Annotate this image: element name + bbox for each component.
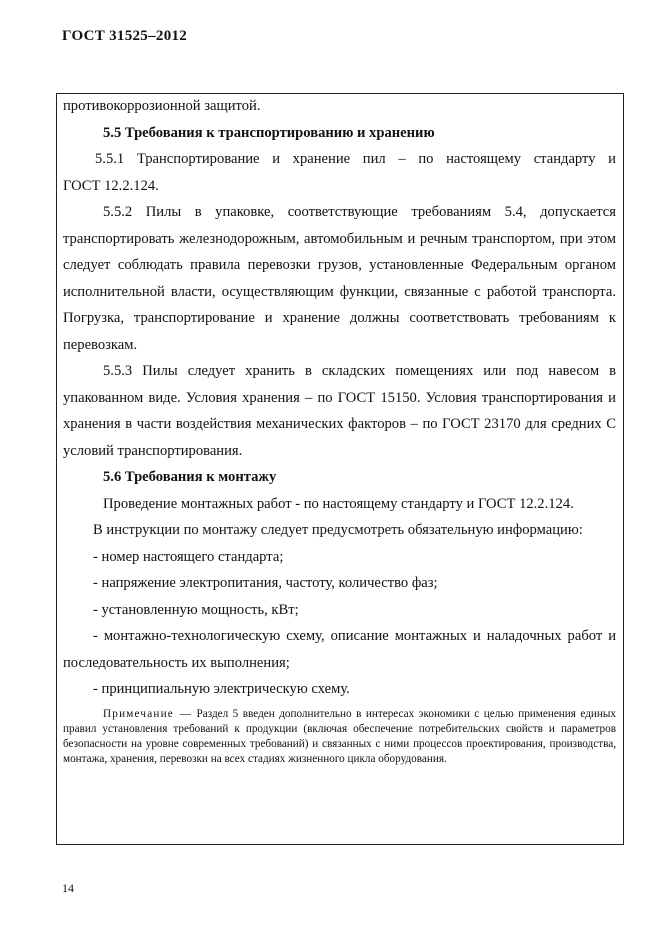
list-item: - установленную мощность, кВт; — [93, 601, 299, 618]
note-text: Раздел 5 введен дополнительно в интересах экономики с целью применения единых правил установления требований к продукции (включая обеспечение потребительских свойств и параметров безопасности на уровне современных требований) и связанных с ними процессов проектирования, производства, монтажа, хранения, перевозки на всех стадиях жизненного цикла оборудования. — [63, 707, 616, 766]
section-heading-5-6: 5.6 Требования к монтажу — [103, 469, 277, 485]
paragraph-continuation: противокоррозионной защитой. — [63, 98, 261, 114]
list-item: - номер настоящего стандарта; — [93, 548, 284, 565]
document-header — [62, 28, 187, 45]
paragraph-5-5-2: 5.5.2 Пилы в упаковке, соответствующие требованиям 5.4, допускается транспортировать железнодорожным, автомобильным и речным транспортом, при этом следует соблюдать правила перевозки грузов, установленные Федеральным органом исполнительной власти, осуществляющим функции, связанные с работой транспорта. Погрузка, транспортирование и хранение должны соответствовать требованиям к перевозкам. — [63, 204, 616, 353]
paragraph-5-5-1-line2: ГОСТ 12.2.124. — [63, 177, 159, 194]
note-label: Примечание — — [103, 707, 193, 720]
paragraph-5-6-instruction: В инструкции по монтажу следует предусмотреть обязательную информацию: — [93, 522, 583, 538]
list-item: - напряжение электропитания, частоту, количество фаз; — [93, 575, 438, 591]
note-paragraph — [63, 707, 616, 768]
standard-title: ГОСТ 31525–2012 — [62, 28, 188, 44]
list-item: - монтажно-технологическую схему, описание монтажных и наладочных работ и последовательность их выполнения; — [63, 628, 616, 671]
paragraph-5-5-1-line1: 5.5.1 Транспортирование и хранение пил – по настоящему стандарту и — [95, 151, 616, 167]
page-content — [63, 93, 616, 767]
list-item: - принципиальную электрическую схему. — [93, 681, 350, 697]
section-heading-5-5: 5.5 Требования к транспортированию и хранению — [103, 124, 435, 141]
paragraph-5-5-3: 5.5.3 Пилы следует хранить в складских помещениях или под навесом в упакованном виде. Условия хранения – по ГОСТ 15150. Условия транспортирования и хранения в части воздействия механических факторов – по ГОСТ 23170 для средних С условий транспортирования. — [63, 363, 616, 459]
note-block — [63, 707, 616, 768]
page-number: 14 — [62, 881, 74, 895]
paragraph-5-6-intro: Проведение монтажных работ - по настоящему стандарту и ГОСТ 12.2.124. — [103, 495, 574, 512]
